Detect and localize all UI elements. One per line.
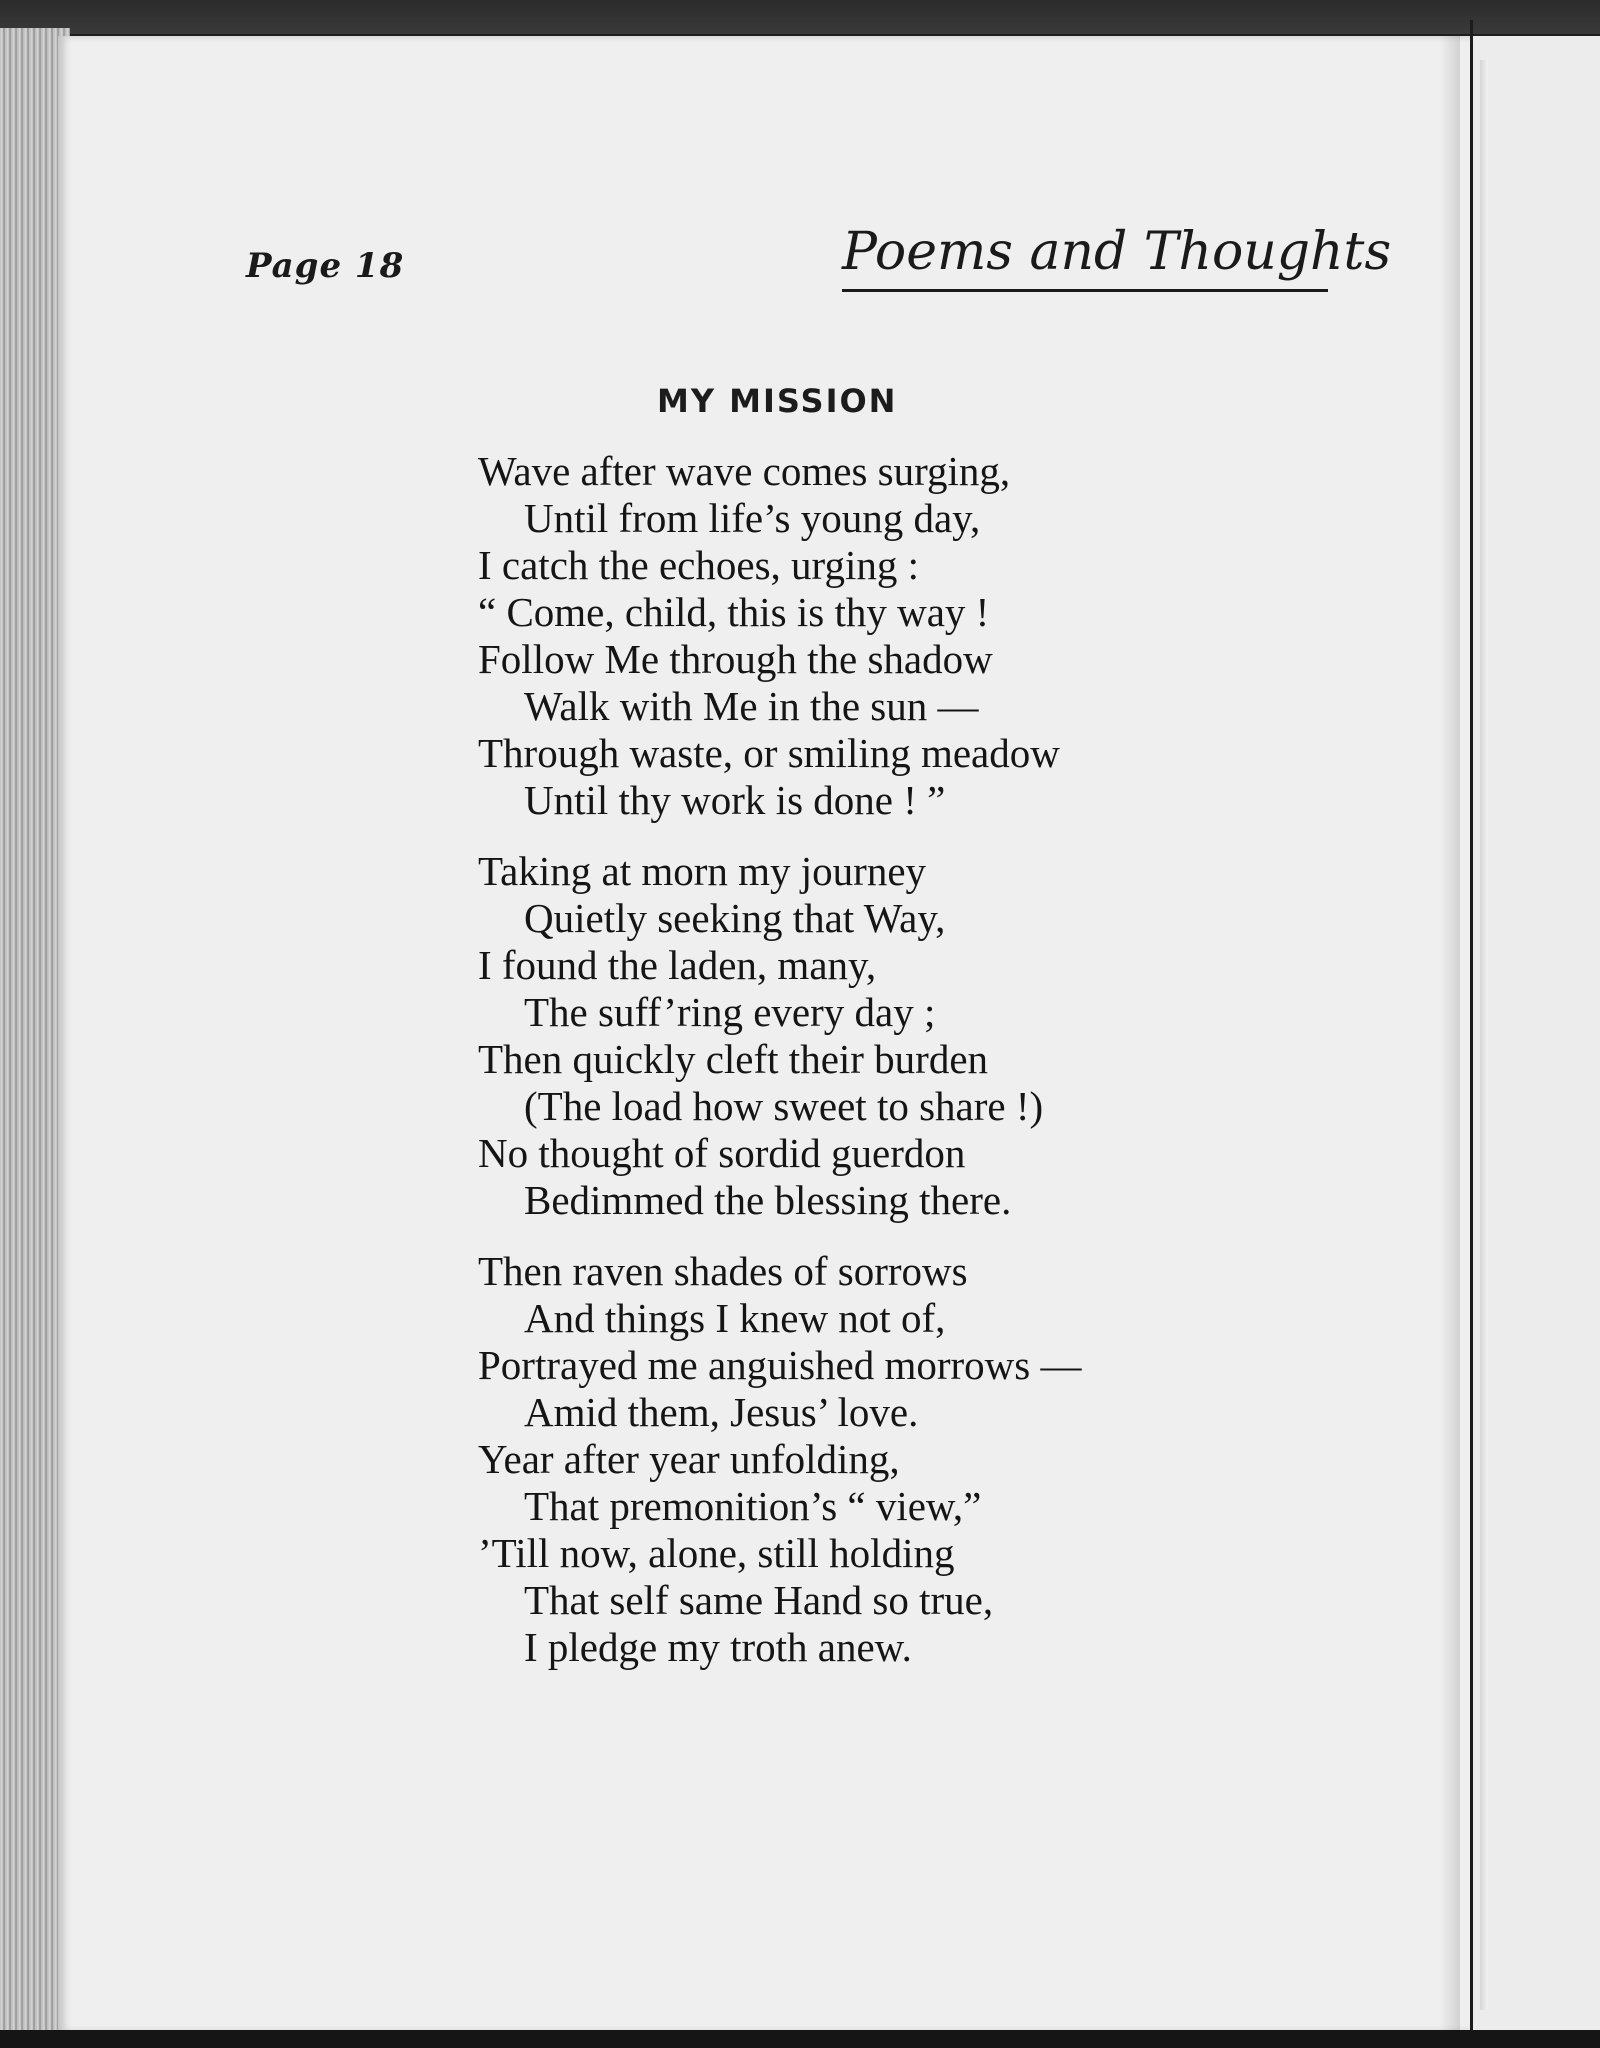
page-number: Page 18 [246, 246, 405, 286]
stanza [478, 448, 1238, 824]
poem-title: MY MISSION [657, 382, 898, 420]
poem-line: Then raven shades of sorrows [478, 1248, 968, 1294]
gutter-shadow [1440, 36, 1460, 2032]
poem-line: And things I knew not of, [524, 1295, 946, 1341]
facing-page-edge [1473, 36, 1600, 2032]
stanza [478, 1248, 1238, 1671]
poem-line: Taking at morn my journey [478, 848, 927, 894]
poem-line: ’Till now, alone, still holding [478, 1530, 955, 1576]
scan-bottom-edge [0, 2030, 1600, 2048]
book-spine [1470, 20, 1473, 2040]
poem-line: Until thy work is done ! ” [524, 777, 946, 823]
poem-line: The suff’ring every day ; [524, 989, 936, 1035]
poem-line: Year after year unfolding, [478, 1436, 900, 1482]
running-title-rule [842, 289, 1328, 292]
scan-top-edge [0, 0, 1600, 34]
poem-line: Quietly seeking that Way, [524, 895, 946, 941]
poem-line: Walk with Me in the sun — [524, 683, 979, 729]
poem-line: I catch the echoes, urging : [478, 542, 919, 588]
poem-line: Then quickly cleft their burden [478, 1036, 989, 1082]
facing-page-fold [1480, 60, 1488, 2010]
poem-line: (The load how sweet to share !) [524, 1083, 1044, 1129]
poem-line: Portrayed me anguished morrows — [478, 1342, 1082, 1388]
poem-line: Follow Me through the shadow [478, 636, 993, 682]
poem-line: No thought of sordid guerdon [478, 1130, 966, 1176]
poem-line: Amid them, Jesus’ love. [524, 1389, 919, 1435]
poem-line: I pledge my troth anew. [524, 1624, 912, 1670]
poem-line: I found the laden, many, [478, 942, 877, 988]
poem-line: Until from life’s young day, [524, 495, 981, 541]
stanza [478, 848, 1238, 1224]
poem-body [478, 448, 1238, 1695]
poem-line: That premonition’s “ view,” [524, 1483, 982, 1529]
poem-line: Through waste, or smiling meadow [478, 730, 1060, 776]
poem-line: That self same Hand so true, [524, 1577, 994, 1623]
poem-line: Bedimmed the blessing there. [524, 1177, 1012, 1223]
poem-line: Wave after wave comes surging, [478, 448, 1011, 494]
poem-line: “ Come, child, this is thy way ! [478, 589, 990, 635]
running-title: Poems and Thoughts [842, 222, 1392, 282]
